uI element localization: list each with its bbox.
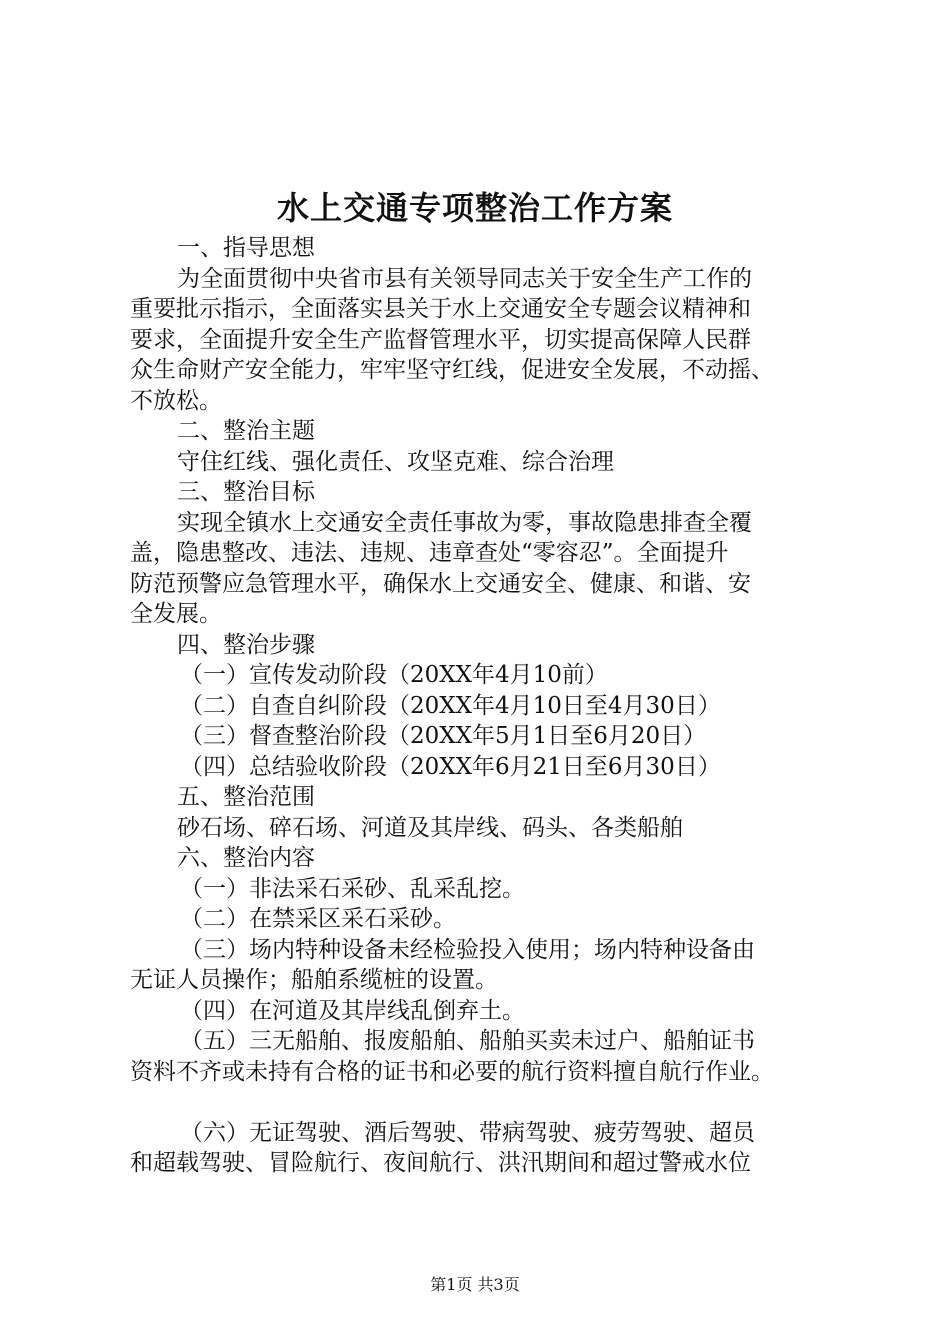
- paragraph-line: 盖，隐患整改、违法、违规、违章查处“零容忍”。全面提升: [130, 540, 729, 566]
- list-item: （三）督查整治阶段（20XX年5月1日至6月20日）: [180, 723, 707, 749]
- paragraph-line: 不放松。: [130, 387, 222, 414]
- section-heading-goals: 三、整治目标: [177, 479, 315, 505]
- page-number-footer: 第1页 共3页: [430, 1275, 520, 1294]
- section-heading-steps: 四、整治步骤: [177, 631, 315, 658]
- blank-line: [130, 1087, 835, 1118]
- list-item: （一）非法采石采砂、乱采乱挖。: [180, 875, 525, 902]
- document-title: 水上交通专项整治工作方案: [276, 189, 673, 227]
- section-heading-content: 六、整治内容: [177, 845, 315, 871]
- list-item: （四）在河道及其岸线乱倒弃土。: [180, 997, 525, 1024]
- paragraph-line: 重要批示指示，全面落实县关于水上交通安全专题会议精神和: [130, 296, 751, 322]
- paragraph-line: 众生命财产安全能力，牢牢坚守红线，促进安全发展，不动摇、: [130, 357, 774, 383]
- section-heading-guiding-ideology: 一、指导思想: [177, 235, 315, 261]
- paragraph-line: 守住红线、强化责任、攻坚克难、综合治理: [177, 448, 614, 475]
- list-item: （四）总结验收阶段（20XX年6月21日至6月30日）: [180, 753, 721, 780]
- paragraph-line: 为全面贯彻中央省市县有关领导同志关于安全生产工作的: [177, 265, 752, 292]
- paragraph-line: 和超载驾驶、冒险航行、夜间航行、洪汛期间和超过警戒水位: [130, 1150, 751, 1176]
- paragraph-line: 全发展。: [130, 601, 222, 627]
- paragraph-line: 无证人员操作；船舶系缆桩的设置。: [130, 967, 498, 993]
- list-item: （三）场内特种设备未经检验投入使用；场内特种设备由: [180, 936, 755, 963]
- section-heading-scope: 五、整治范围: [177, 784, 315, 810]
- document-body: [130, 233, 835, 1179]
- paragraph-line: 砂石场、碎石场、河道及其岸线、码头、各类船舶: [177, 814, 683, 841]
- list-item: （一）宣传发动阶段（20XX年4月10前）: [180, 662, 608, 688]
- list-item: （二）自查自纠阶段（20XX年4月10日至4月30日）: [180, 692, 721, 719]
- paragraph-line: 实现全镇水上交通安全责任事故为零，事故隐患排查全覆: [177, 509, 752, 536]
- paragraph-line: 资料不齐或未持有合格的证书和必要的航行资料擅自航行作业。: [130, 1058, 774, 1085]
- list-item: （二）在禁采区采石采砂。: [180, 906, 456, 932]
- section-heading-theme: 二、整治主题: [177, 418, 315, 444]
- list-item: （六）无证驾驶、酒后驾驶、带病驾驶、疲劳驾驶、超员: [180, 1119, 755, 1146]
- list-item: （五）三无船舶、报废船舶、船舶买卖未过户、船舶证书: [180, 1028, 755, 1054]
- paragraph-line: 要求，全面提升安全生产监督管理水平，切实提高保障人民群: [130, 326, 751, 353]
- paragraph-line: 防范预警应急管理水平，确保水上交通安全、健康、和谐、安: [130, 570, 751, 597]
